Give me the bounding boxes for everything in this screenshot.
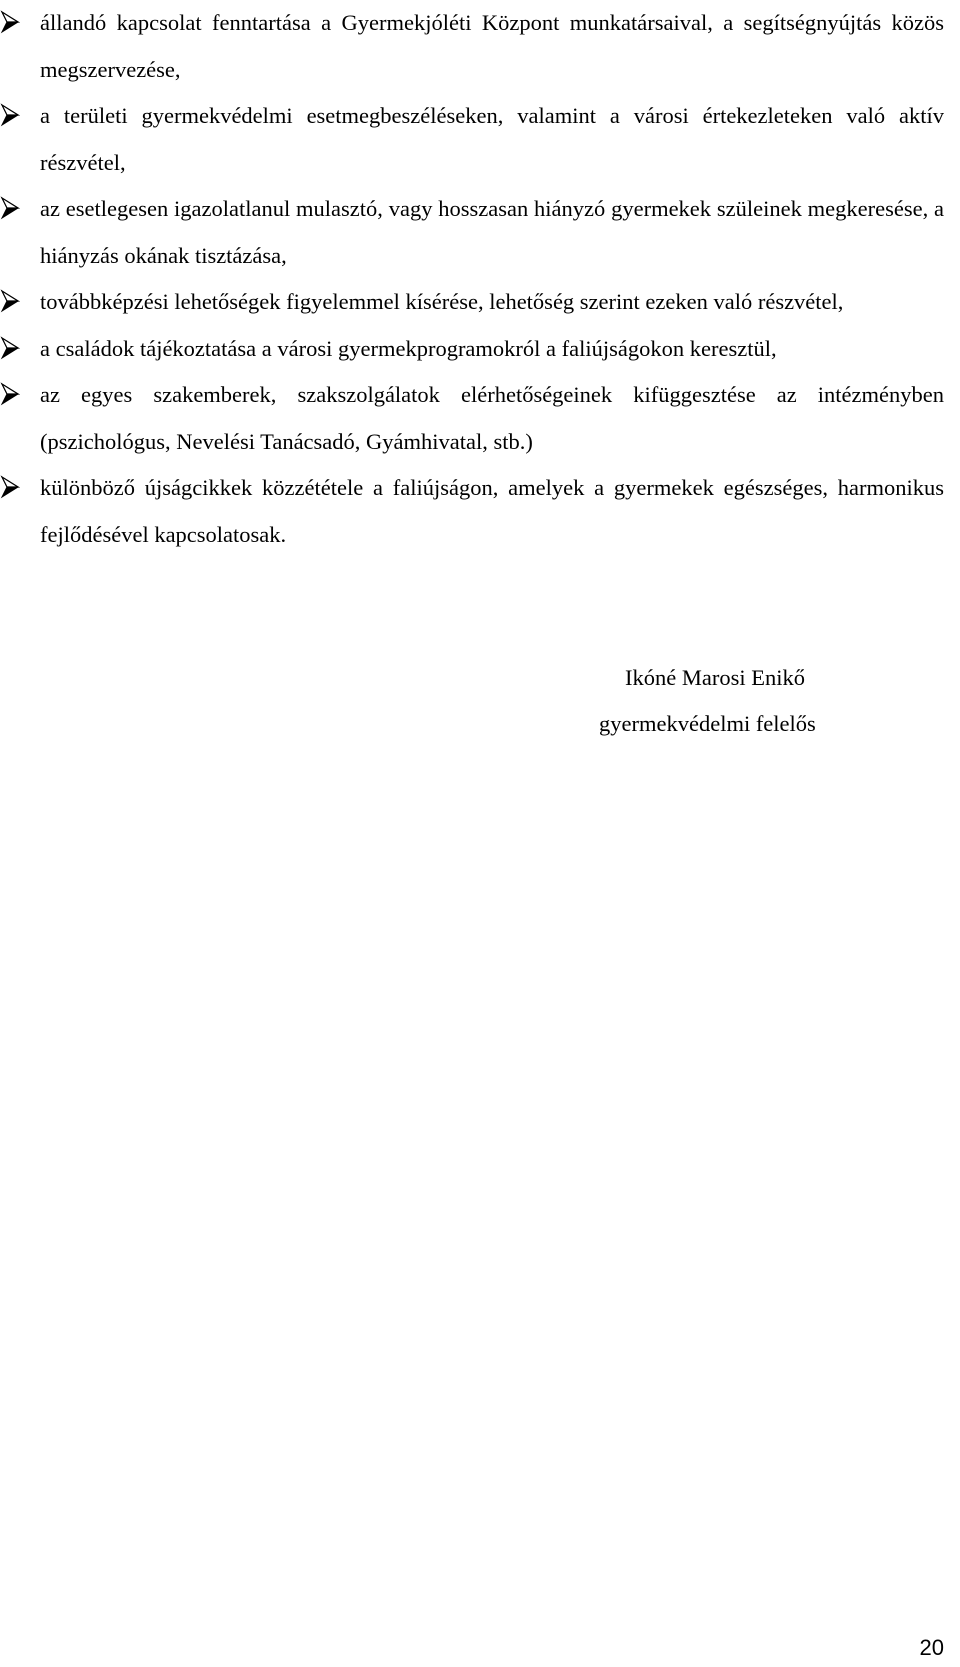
arrowhead-bullet-icon [0, 103, 20, 127]
list-item-text: továbbképzési lehetőségek figyelemmel kísérése, lehetőség szerint ezeken való részvétel, [40, 289, 844, 314]
bullet-list [0, 0, 960, 558]
list-item [0, 279, 960, 326]
arrowhead-bullet-icon [0, 382, 20, 406]
list-item [0, 465, 960, 558]
list-item [0, 186, 960, 279]
list-item-text: különböző újságcikkek közzététele a faliújságon, amelyek a gyermekek egészséges, harmonikus fejlődésével kapcsolatosak. [40, 475, 944, 547]
list-item [0, 372, 960, 465]
list-item-text: a területi gyermekvédelmi esetmegbeszéléseken, valamint a városi értekezleteken való aktív részvétel, [40, 103, 944, 175]
arrowhead-bullet-icon [0, 336, 20, 360]
list-item-text: a családok tájékoztatása a városi gyermekprogramokról a faliújságokon keresztül, [40, 335, 777, 361]
list-item-text: az esetlegesen igazolatlanul mulasztó, vagy hosszasan hiányzó gyermekek szüleinek megkeresése, a hiányzás okának tisztázása, [40, 196, 944, 268]
arrowhead-bullet-icon [0, 475, 20, 499]
list-item [0, 326, 960, 373]
list-item [0, 93, 960, 186]
arrowhead-bullet-icon [0, 196, 20, 220]
list-item [0, 0, 960, 93]
arrowhead-bullet-icon [0, 10, 20, 34]
page-number: 20 [919, 1635, 944, 1660]
signature-title: gyermekvédelmi felelős [599, 711, 816, 736]
list-item-text: állandó kapcsolat fenntartása a Gyermekjóléti Központ munkatársaival, a segítségnyújtás közös megszervezése, [40, 10, 944, 82]
list-item-text: az egyes szakemberek, szakszolgálatok elérhetőségeinek kifüggesztése az intézményben (pszichológus, Nevelési Tanácsadó, Gyámhivatal, stb.) [40, 382, 944, 454]
arrowhead-bullet-icon [0, 289, 20, 313]
signature-name: Ikóné Marosi Enikő [625, 665, 805, 690]
